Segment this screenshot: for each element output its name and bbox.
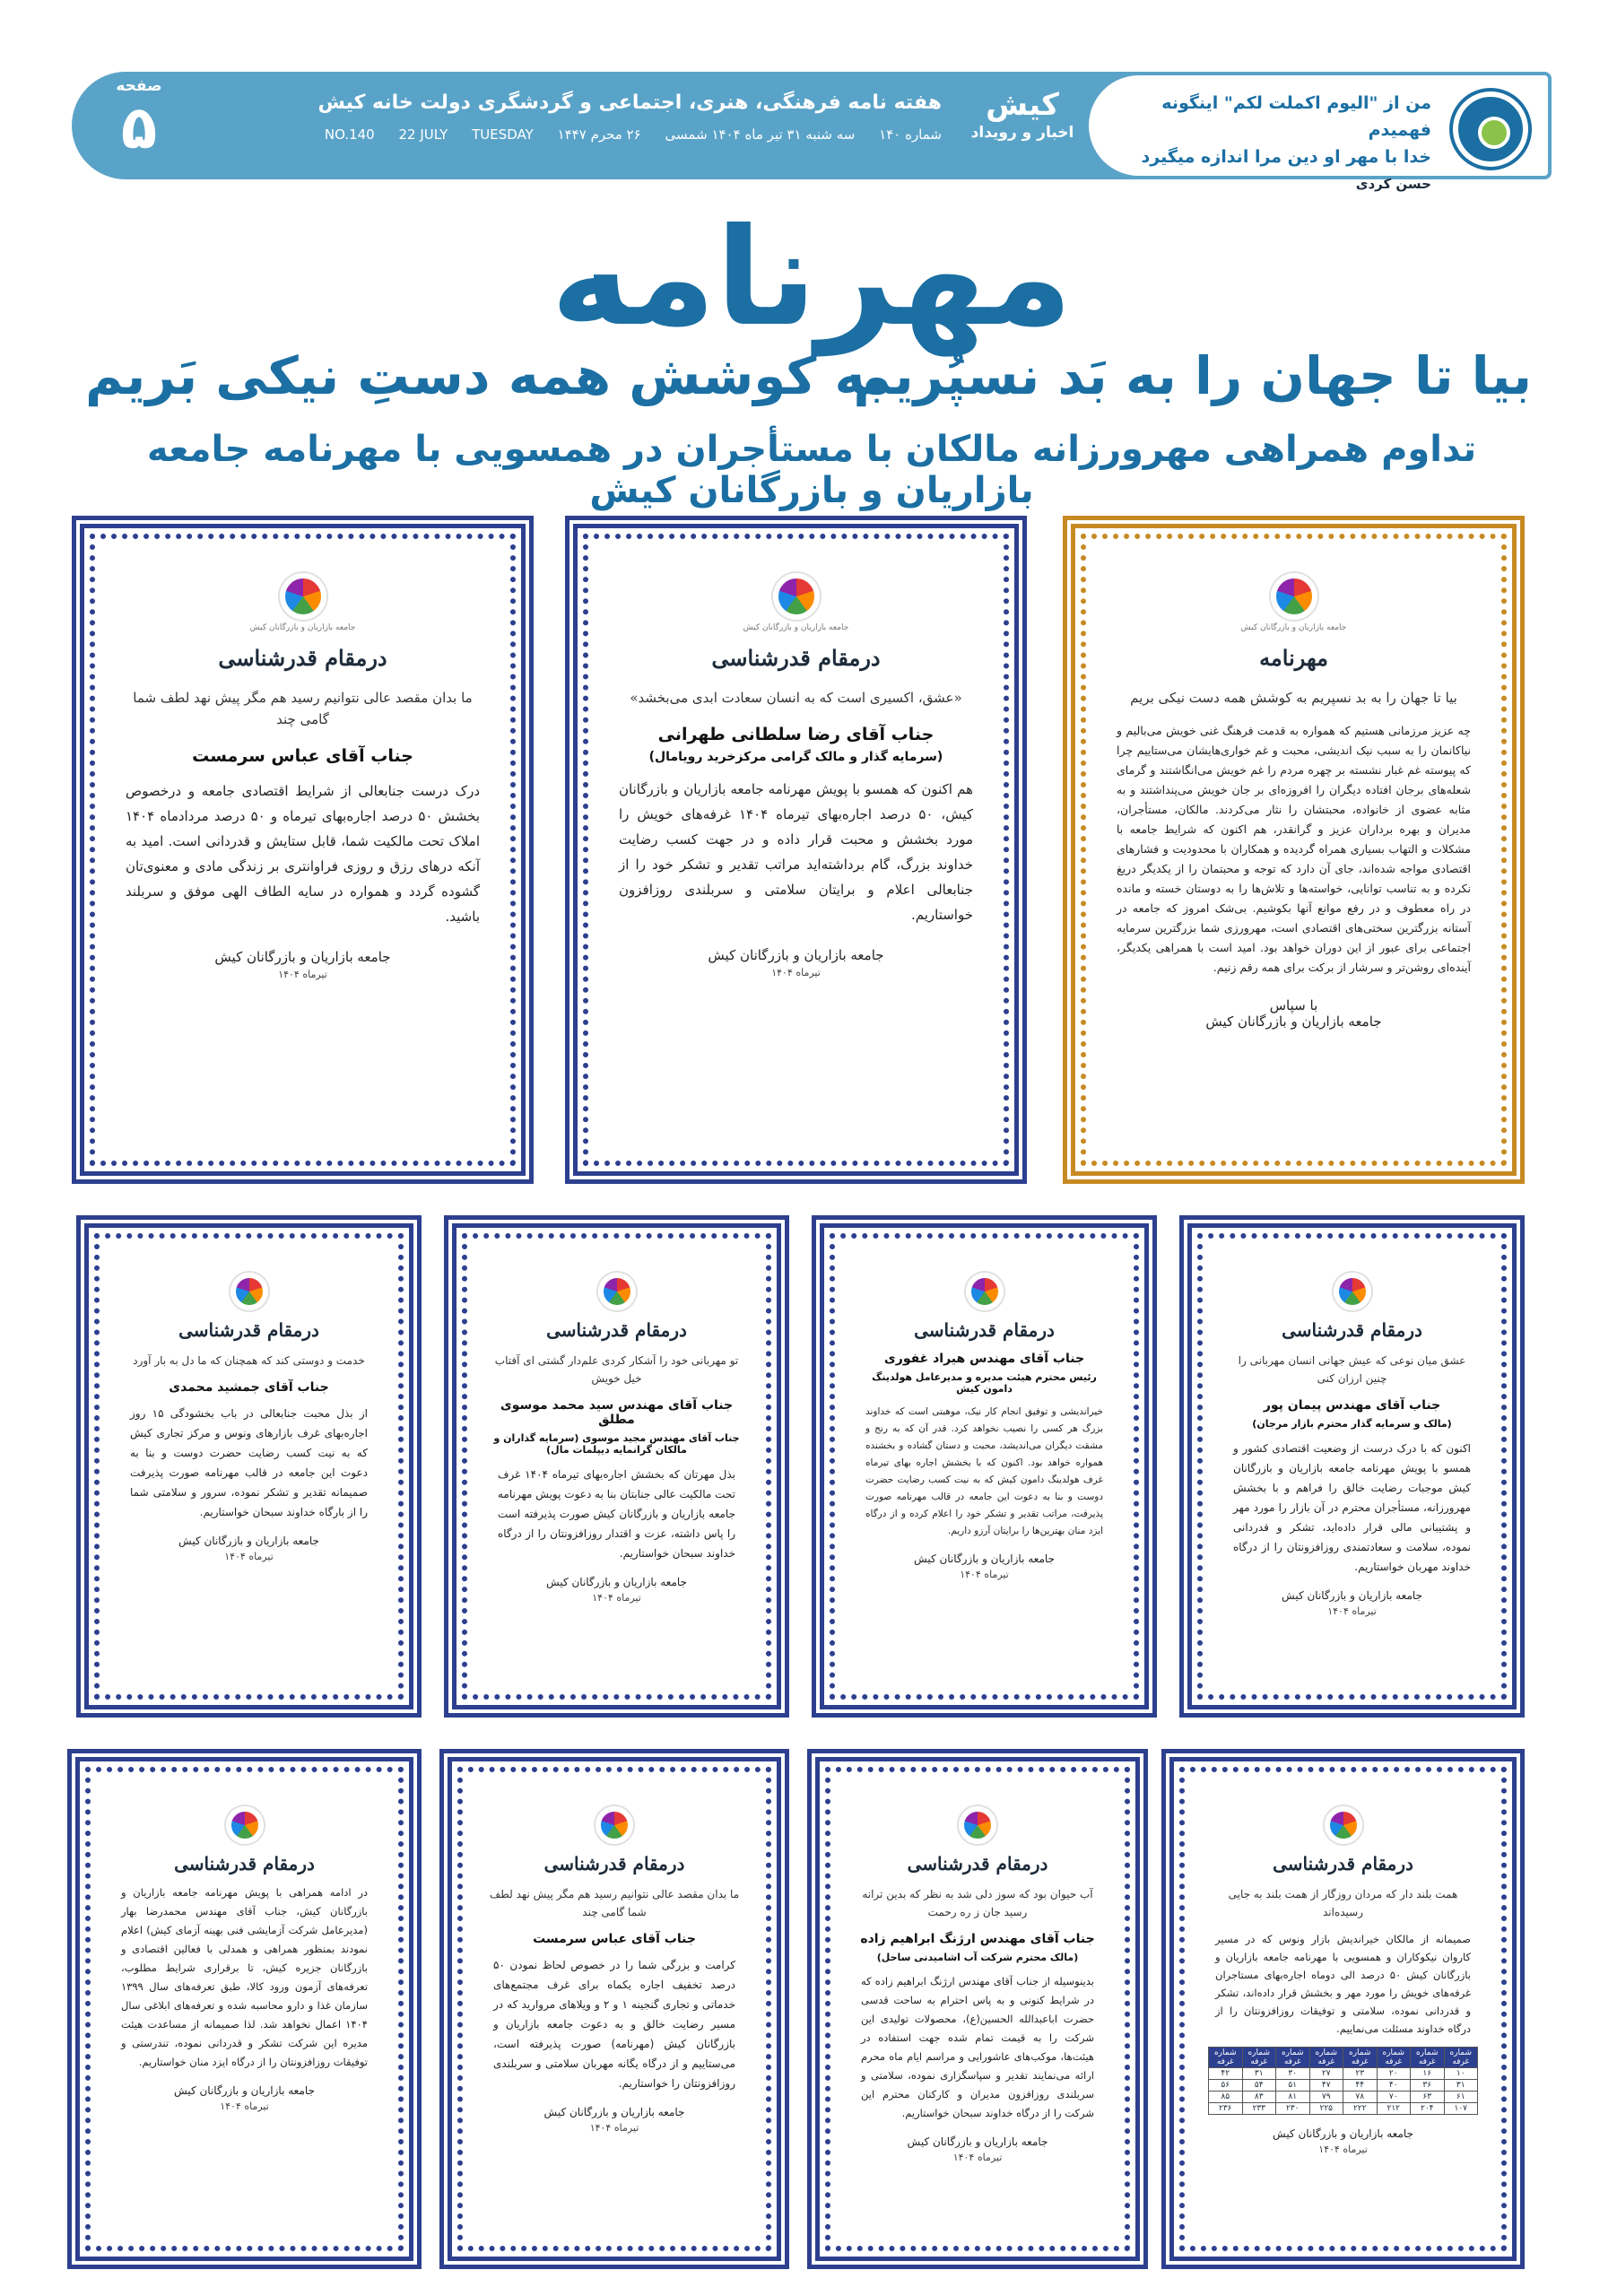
certificate-body: چه عزیز مرزمانی هستیم که همواره به قدمت فرهنگ غنی خویش می‌بالیم و نیاکانمان را به سبب نیک اندیشی، محبت و غم خواری‌هایشان می‌ستاییم چرا که پیوسته غم غبار نشسته بر چهره مردم را غم خویش می‌انگاشتند و گرمای شعله‌های برجان افتاده دیگران را افروزه‌ای بر جان خویش می‌پنداشتند و به مثابه عضوی از خانواده، محبتشان را نثار می‌کردند. مالکان، مستأجران، مدیران و بهره برداران عزیز و گرانقدر، هم اکنون که شرایط جامعه با مشکلات و التهاب بسیاری همراه گردیده و همکاران با محدودیت و فشارهای اقتصادی مواجه شده‌اند، جای آن دارد که توجه و محبتمان را از یکدیگر دریغ نکرده و به تناسب توانایی، خواسته‌ها و تلاش‌ها را به دوستان خسته و مانده در راه معطوف و در رفع موانع آنها بکوشیم. بی‌شک امروز که جامعه در آستانه بزرگترین سختی‌های اقتصادی است، مهرورزی شما بزرگترین سرمایه اجتماعی برای عبور از این دوران خواهد بود. امید است با همراهی یکدیگر، آینده‌ای روشن‌تر و سرشار از برکت برای همه رقم زنیم. (1117, 724, 1471, 974)
table-cell: ۴۴ (1343, 2080, 1378, 2092)
certificate-sarmast (72, 516, 534, 1184)
table-cell: ۲۰ (1377, 2068, 1411, 2080)
honoree-name: جناب آقای مهندس هیراد غفوری (883, 1352, 1085, 1366)
poem-line-1: من از "الیوم اکملت لکم" اینگونه فهمیدم (1161, 93, 1431, 140)
certificate-heading: درمقام قدرشناسی (218, 645, 387, 671)
table-cell: ۲۳۳ (1242, 2103, 1276, 2115)
table-header-cell: شماره غرفه (1343, 2048, 1378, 2068)
certificate-date: تیرماه ۱۴۰۴ (952, 2152, 1003, 2163)
certificate-heading: درمقام قدرشناسی (907, 1853, 1048, 1874)
community-emblem-icon (959, 1806, 996, 1844)
certificate-body: کرامت و بزرگی شما را در خصوص لحاظ نمودن ۵۰ درصد تخفیف اجاره یکماه برای غرف مجتمع‌های خدماتی و تجاری گنجینه ۱ و ۲ و ویلاهای مروارید که در مسیر رضایت خالق و به دعوت جامعه بازاریان و بازرگانان کیش (مهرنامه) صورت پذیرفته است، می‌ستاییم و از درگاه یگانه مهربان سلامتی و سربلندی روزافزونتان را خواستاریم. (493, 1959, 735, 2090)
certificate-mehrnameh (1063, 516, 1525, 1184)
certificate-date: تیرماه ۱۴۰۴ (278, 969, 327, 980)
table-cell: ۲۳۶ (1209, 2103, 1243, 2115)
certificate-ghafouri (812, 1215, 1157, 1718)
honoree-name: جناب آقای عباس سرمست (192, 746, 413, 766)
emblem-caption: جامعه بازاریان و بازرگانان کیش (249, 623, 356, 632)
table-row (1209, 2092, 1478, 2103)
certificate-body: هم اکنون که همسو با پویش مهرنامه جامعه بازاریان و بازرگانان کیش، ۵۰ درصد اجاره‌بهای تیرماه ۱۴۰۴ غرفه‌های خویش را مورد بخشش و محبت قرار داده و در جهت کسب رضایت خداوند بزرگ، گام برداشته‌اید مراتب تقدیر و تشکر خود را از جنابعالی اعلام و برایتان سلامتی و سربلندی روزافزون خواستاریم. (619, 781, 974, 923)
certificate-date: تیرماه ۱۴۰۴ (589, 2122, 639, 2134)
page-number-box (90, 77, 188, 161)
table-cell: ۷۰ (1377, 2092, 1411, 2103)
brand (969, 86, 1076, 142)
certificate-date: تیرماه ۱۴۰۴ (771, 967, 821, 978)
brand-name: کیش (986, 87, 1059, 123)
table-cell: ۴۰ (1377, 2080, 1411, 2092)
certificate-ebrahimzadeh (807, 1749, 1148, 2269)
table-cell: ۳۰ (1276, 2068, 1310, 2080)
certificate-sarmast-2 (439, 1749, 789, 2269)
emblem-caption: جامعه بازاریان و بازرگانان کیش (743, 623, 849, 632)
table-row (1209, 2080, 1478, 2092)
table-row (1209, 2068, 1478, 2080)
certificate-signature: جامعه بازاریان و بازرگانان کیش (914, 1552, 1055, 1565)
certificate-venus-owners (1161, 1749, 1525, 2269)
certificate-date: تیرماه ۱۴۰۴ (224, 1551, 274, 1562)
certificate-heading: درمقام قدرشناسی (546, 1319, 687, 1341)
certificate-mousavi (444, 1215, 789, 1718)
emblem-caption: جامعه بازاریان و بازرگانان کیش (1240, 623, 1347, 632)
certificate-verse: خدمت و دوستی کند که همچنان که ما دل به بار آورد (133, 1354, 365, 1367)
date-hijri: ۲۶ محرم ۱۴۴۷ (557, 126, 641, 143)
certificate-verse: «عشق، اکسیری است که به انسان سعادت ابدی می‌بخشد» (630, 690, 962, 706)
table-cell: ۲۲۲ (1343, 2103, 1378, 2115)
certificate-heading: درمقام قدرشناسی (711, 645, 881, 671)
certificate-body: خیراندیشی و توفیق انجام کار نیک، موهبتی است که خداوند بزرگ هر کسی را نصیب نخواهد کرد. قدر آن که به رنج و مشقت دیگران می‌اندیشد، محبت و دستان گشاده و بخشنده همواره خواهد بود. اکنون که با بخشش اجاره بهای تیرماه غرف هولدینگ دامون کیش که به نیت کسب رضایت حضرت دوست و بنا به دعوت این جامعه در قالب مهرنامه صورت پذیرفت، مراتب تقدیر و تشکر خود را اعلام کرده و از درگاه ایزد منان بهترین‌ها را برایتان آرزو داریم. (865, 1406, 1103, 1536)
certificate-heading: درمقام قدرشناسی (178, 1319, 319, 1341)
community-emblem-icon (226, 1806, 264, 1844)
certificate-peymanpour (1179, 1215, 1525, 1718)
certificate-content (854, 1796, 1101, 2222)
community-emblem-icon (1334, 1273, 1371, 1310)
certificate-content (858, 1262, 1110, 1671)
certificate-verse: عشق میان نوعی که عیش جهانی انسان مهربانی را چنین ارزان کنی (1238, 1354, 1466, 1385)
brand-subtitle: اخبار و رویداد (970, 124, 1074, 142)
table-header-row (1209, 2048, 1478, 2068)
table-cell: ۸۳ (1242, 2092, 1276, 2103)
booth-number-table (1208, 2047, 1478, 2115)
slogan-right: بیا تا جهان را به بَد نسپُریم (853, 345, 1532, 406)
poet-name: حسن کردی (1355, 176, 1431, 192)
masthead-poem (1108, 90, 1431, 197)
certificate-signature: جامعه بازاریان و بازرگانان کیش (543, 2106, 685, 2118)
certificate-body: بدینوسیله از جناب آقای مهندس ارژنگ ابراهیم زاده که در شرایط کنونی و به پاس احترام به ساحت قدسی حضرت اباعبدالله الحسین(ع)، محصولات تولیدی این شرکت را به قیمت تمام شده جهت استفاده در هیئت‌ها، موکب‌های عاشورایی و مراسم ایام ماه محرم ارائه می‌نمایند تقدیر و سپاسگزاری نموده، سلامتی و سربلندی روزافزون مدیران و کارکنان محترم این شرکت را از درگاه خداوند سبحان خواستاریم. (861, 1975, 1094, 2119)
certificate-bahar (67, 1749, 422, 2269)
table-cell: ۶۱ (1444, 2092, 1478, 2103)
community-emblem-icon (1325, 1806, 1362, 1844)
certificate-verse: همت بلند دار که مردان روزگار از همت بلند به جایی رسیده‌اند (1228, 1888, 1458, 1918)
table-cell: ۲۲۵ (1309, 2103, 1343, 2115)
table-row (1209, 2103, 1478, 2115)
certificate-content (1208, 1796, 1478, 2222)
issue-number-fa: شماره ۱۴۰ (879, 126, 942, 143)
table-cell: ۱۰ (1444, 2068, 1478, 2080)
tagline: هفته نامه فرهنگی، هنری، اجتماعی و گردشگری دولت خانه کیش (317, 91, 942, 114)
certificate-date: تیرماه ۱۴۰۴ (960, 1569, 1009, 1580)
community-emblem-icon (1271, 573, 1317, 620)
table-cell: ۷۹ (1309, 2092, 1343, 2103)
table-cell: ۵۱ (1276, 2080, 1310, 2092)
certificate-heading: درمقام قدرشناسی (1273, 1853, 1413, 1874)
table-cell: ۶۳ (1411, 2092, 1445, 2103)
table-cell: ۲۰۴ (1411, 2103, 1445, 2115)
table-header-cell: شماره غرفه (1444, 2048, 1478, 2068)
table-cell: ۳۶ (1411, 2080, 1445, 2092)
certificate-body: درک درست جنابعالی از شرایط اقتصادی جامعه و درخصوص بخشش ۵۰ درصد اجاره‌بهای تیرماه و ۵۰ درصد مردادماه ۱۴۰۴ املاک تحت مالکیت شما، قابل ستایش و قدردانی است. امید به آنکه درهای رزق و روزی فراوانتری بر زندگی مادی و معنوی‌تان گشوده گردد و همواره در سایه الطاف الهی موفق و سربلند باشید. (126, 783, 480, 925)
community-emblem-icon (598, 1273, 636, 1310)
table-cell: ۲۷ (1309, 2068, 1343, 2080)
community-emblem-icon (773, 573, 820, 620)
certificate-verse: تو مهربانی خود را آشکار کردی علم‌دار گشتی ای آفتاب خیل خویش (494, 1354, 739, 1385)
date-en: 22 JULY (398, 126, 448, 143)
table-header-cell: شماره غرفه (1377, 2048, 1411, 2068)
table-cell: ۷۸ (1343, 2092, 1378, 2103)
table-cell: ۸۱ (1276, 2092, 1310, 2103)
community-emblem-icon (966, 1273, 1004, 1310)
community-emblem-icon (596, 1806, 633, 1844)
table-cell: ۱۶ (1411, 2068, 1445, 2080)
certificate-heading: درمقام قدرشناسی (543, 1853, 685, 1874)
table-header-cell: شماره غرفه (1411, 2048, 1445, 2068)
table-cell: ۴۲ (1209, 2068, 1243, 2080)
honoree-role: (مالک محترم شرکت آب اشامیدنی ساحل) (876, 1952, 1079, 1963)
certificate-body: از بذل محبت جنابعالی در باب بخشودگی ۱۵ روز اجاره‌بهای غرف بازارهای ونوس و مرکز تجاری کیش که به نیت کسب رضایت حضرت دوست و بنا به دعوت این جامعه در قالب مهرنامه صورت پذیرفت صمیمانه تقدیر و تشکر نموده، سرور و سلامتی شما را از بارگاه خداوند سبحان خواستاریم. (130, 1407, 368, 1518)
masthead (72, 72, 1552, 192)
certificate-content (118, 562, 487, 1137)
slogan-left: به کوشش همه دستِ نیکی بَریم (85, 345, 886, 406)
honoree-name: جناب آقای مهندس ارژنگ ابراهیم زاده (860, 1932, 1095, 1946)
certificate-date: تیرماه ۱۴۰۴ (220, 2100, 269, 2112)
honoree-role: جناب آقای مهندس مجید موسوی (سرمایه گذاران و مالکان گرانمایه دیپلمات مال) (493, 1432, 740, 1456)
table-header-cell: شماره غرفه (1242, 2048, 1276, 2068)
certificate-soltani (565, 516, 1027, 1184)
eye-logo-icon (1453, 91, 1528, 167)
certificate-heading: درمقام قدرشناسی (174, 1853, 315, 1874)
honoree-name: جناب آقای مهندس سید محمد موسوی مطلق (500, 1398, 734, 1427)
certificate-signature: جامعه بازاریان و بازرگانان کیش (174, 2084, 315, 2097)
masthead-poem-box (1085, 72, 1552, 192)
table-cell: ۸۵ (1209, 2092, 1243, 2103)
certificate-verse: ما بدان مقصد عالی نتوانیم رسید هم مگر پیش نهد لطف شما گامی چند (489, 1888, 740, 1918)
certificate-content (1226, 1262, 1478, 1671)
community-emblem-icon (280, 573, 326, 620)
honoree-name: جناب آقای جمشید محمدی (169, 1380, 329, 1395)
honoree-name: جناب آقای عباس سرمست (533, 1932, 696, 1946)
table-cell: ۲۳۰ (1276, 2103, 1310, 2115)
issue-info (260, 91, 942, 143)
certificate-signature: جامعه بازاریان و بازرگانان کیش (546, 1576, 687, 1588)
certificate-verse: ما بدان مقصد عالی نتوانیم رسید هم مگر پیش نهد لطف شما گامی چند (133, 690, 473, 727)
table-cell: ۵۴ (1242, 2080, 1276, 2092)
certificate-signature: جامعه بازاریان و بازرگانان کیش (907, 2135, 1048, 2148)
certificate-verse: بیا تا جهان را به بد نسپریم به کوشش همه دست نیکی بریم (1130, 690, 1457, 706)
certificate-date: تیرماه ۱۴۰۴ (1327, 1605, 1377, 1617)
table-cell: ۴۷ (1309, 2080, 1343, 2092)
honoree-role: (سرمایه گذار و مالک گرامی مرکزخرید رویامال) (648, 750, 943, 764)
certificate-signature: جامعه بازاریان و بازرگانان کیش (214, 949, 391, 965)
table-cell: ۱۰۷ (1444, 2103, 1478, 2115)
honoree-name: جناب آقای رضا سلطانی طهرانی (657, 725, 935, 744)
certificate-date: تیرماه ۱۴۰۴ (592, 1592, 641, 1604)
certificate-content (123, 1262, 375, 1671)
honoree-role: (مالک و سرمایه گذار محترم بازار مرجان) (1252, 1418, 1452, 1430)
certificate-content (1109, 562, 1478, 1137)
date-fa: سه شنبه ۳۱ تیر ماه ۱۴۰۴ شمسی (665, 126, 856, 143)
certificate-signature: جامعه بازاریان و بازرگانان کیش (1282, 1589, 1422, 1602)
table-cell: ۲۱۲ (1377, 2103, 1411, 2115)
certificate-content (612, 562, 980, 1137)
page-number: ۵ (120, 93, 158, 162)
table-header-cell: شماره غرفه (1309, 2048, 1343, 2068)
poem-line-2: خدا با مهر او دین مرا اندازه میگیرد (1141, 147, 1431, 167)
honoree-name: جناب آقای مهندس پیمان پور (1263, 1398, 1441, 1413)
issue-number-en: NO.140 (324, 126, 375, 143)
certificate-signature: جامعه بازاریان و بازرگانان کیش (178, 1535, 319, 1547)
table-cell: ۳۱ (1444, 2080, 1478, 2092)
certificate-body: صمیمانه از مالکان خیراندیش بازار ونوس که در مسیر کاروان نیکوکاران و همسویی با مهرنامه جامعه بازاریان و بازرگانان کیش ۵۰ درصد الی دوماه اجاره‌بهای مستاجران غرفه‌های خویش را مورد مهر و بخشش قرار داده‌اند، تشکر و قدردانی نموده، سلامتی و توفیقات روزافزونتان را از درگاه خداوند مسئلت می‌نماییم. (1215, 1933, 1471, 2035)
certificate-heading: مهرنامه (1259, 645, 1328, 671)
certificate-content (491, 1262, 743, 1671)
certificate-body: در ادامه همراهی با پویش مهرنامه جامعه بازاریان و بازرگانان کیش، جناب آقای مهندس محمدرضا بهار (مدیرعامل شرکت آزمایشی فنی بهینه آزمای کیش) اعلام نمودند بمنظور همراهی و همدلی با فعالین اقتصادی و بازرگانان جزیره کیش، تا برقراری شرایط مطلوب، تعرفه‌های آزمون ورود کالا، طبق تعرفه‌های سال ۱۳۹۹ سازمان غذا و دارو محاسبه شده و تعرفه‌های ابلاغی سال ۱۴۰۴ اعمال نخواهد شد. لذا صمیمانه از مساعدت هیئت مدیره این شرکت تشکر و قدردانی نموده، تندرستی و توفیقات روزافزونتان را از درگاه ایزد منان خواستاریم. (121, 1886, 368, 2068)
certificate-signature: جامعه بازاریان و بازرگانان کیش (1273, 2127, 1413, 2140)
table-header-cell: شماره غرفه (1209, 2048, 1243, 2068)
table-cell: ۲۳ (1343, 2068, 1378, 2080)
page-label: صفحه (116, 77, 162, 95)
honoree-role: رئیس محترم هیئت مدیره و مدیرعامل هولدینگ دامون کیش (872, 1371, 1097, 1395)
community-emblem-icon (230, 1273, 268, 1310)
table-cell: ۵۶ (1209, 2080, 1243, 2092)
page-title: مهرنامه (551, 200, 1073, 356)
table-cell: ۳۱ (1242, 2068, 1276, 2080)
page-subtitle: تداوم همراهی مهرورزانه مالکان با مستأجران در همسویی با مهرنامه جامعه بازاریان و بازرگانان کیش (146, 429, 1477, 511)
certificate-heading: درمقام قدرشناسی (914, 1319, 1055, 1341)
certificate-date: تیرماه ۱۴۰۴ (1318, 2144, 1368, 2155)
certificate-content (486, 1796, 743, 2222)
certificate-signature: جامعه بازاریان و بازرگانان کیش (708, 947, 884, 963)
certificate-verse: آب حیوان بود که سوز دلی شد به نظر که بدین ترانه رسید جان ز ره رحمت (862, 1888, 1093, 1918)
certificate-body: بذل مهرتان که بخشش اجاره‌بهای تیرماه ۱۴۰۴ غرف تحت مالکیت عالی جنابتان بنا به دعوت پویش مهرنامه جامعه بازاریان و بازرگانان کیش صورت پذیرفته است را پاس داشته، عزت و اقتدار روزافزونتان را از درگاه خداوند سبحان خواستاریم. (498, 1468, 736, 1560)
certificate-signature: با سپاس جامعه بازاریان و بازرگانان کیش (1205, 997, 1382, 1030)
certificate-body: اکنون که با درک درست از وضعیت اقتصادی کشور و همسو با پویش مهرنامه جامعه بازاریان و بازرگانان کیش موجبات رضایت خالق را فراهم و با بخشش مهرورزانه، مستأجران محترم در آن بازار را مورد مهر و پشتیبانی مالی قرار داده‌اید، تشکر و قدردانی نموده، سلامت و سعادتمندی روزافزونتان را از درگاه خداوند مهربان خواستاریم. (1233, 1442, 1471, 1573)
certificate-heading: درمقام قدرشناسی (1282, 1319, 1422, 1341)
table-header-cell: شماره غرفه (1276, 2048, 1310, 2068)
certificate-content (114, 1796, 375, 2222)
day-en: TUESDAY (472, 126, 534, 143)
certificate-mohammadi (76, 1215, 422, 1718)
issue-dates (260, 126, 942, 143)
